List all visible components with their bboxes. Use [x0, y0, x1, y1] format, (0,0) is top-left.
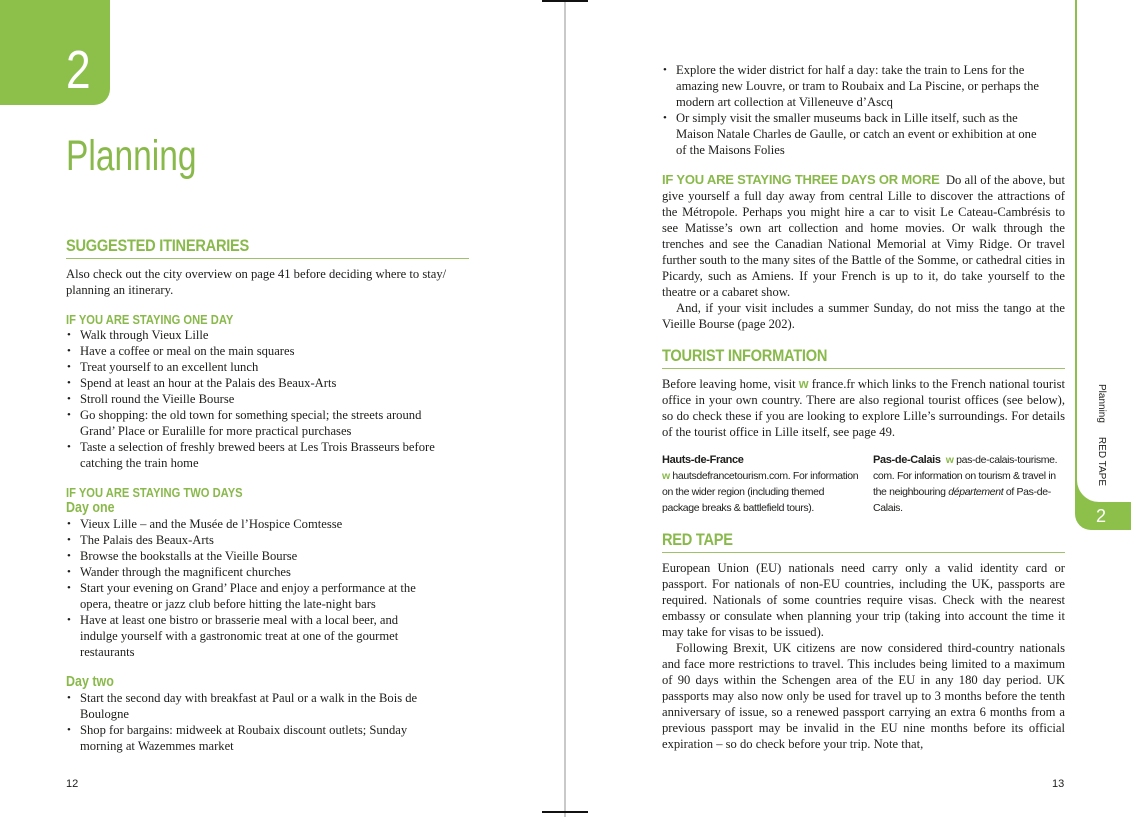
list-item: • Start the second day with breakfast at Paul or a walk in the Bois de Boulogne: [66, 690, 469, 722]
three-days-paragraph: [662, 172, 1065, 300]
subheading-three-days: IF YOU ARE STAYING THREE DAYS OR MORE: [662, 172, 940, 187]
continued-list: [662, 62, 1065, 158]
side-tab-line: [1075, 0, 1077, 480]
list-item: • Taste a selection of freshly brewed beers at Les Trois Brasseurs before catching the train home: [66, 439, 469, 471]
day-one-list: [66, 516, 469, 660]
one-day-list: [66, 327, 469, 471]
section-heading-red-tape: RED TAPE: [662, 530, 1065, 553]
office-link[interactable]: pas-de-calais-tourisme. com.: [873, 454, 1058, 482]
tourist-info-paragraph: Before leaving home, visit w france.fr which links to the French national tourist office in your own country. There are also regional tourist offices (see below), so do check these if you are looking to explore Lille’s surroundings. For details of the tourist office in Lille itself, see page 49.: [662, 377, 1065, 439]
three-days-text-2: And, if your visit includes a summer Sunday, do not miss the tango at the Vieille Bourse (page 202).: [662, 301, 1065, 331]
list-item: • Wander through the magnificent churches: [66, 564, 469, 580]
book-spine: [564, 0, 566, 817]
list-item: • Treat yourself to an excellent lunch: [66, 359, 469, 375]
list-item: • The Palais des Beaux-Arts: [66, 532, 469, 548]
right-column: [662, 62, 1065, 752]
chapter-number: 2: [66, 40, 91, 100]
list-item: • Shop for bargains: midweek at Roubaix discount outlets; Sunday morning at Wazemmes market: [66, 722, 469, 754]
three-days-text: Do all of the above, but give yourself a full day away from central Lille to discover the attractions of the Métropole. Perhaps you might hire a car to visit Le Cateau-Cambrésis to see Matisse’s own art collection and home movies. Or walk through the trenches and see the Canadian National Memorial at Vimy Ridge. Or travel further south to the many sites of the Battle of the Somme, or cathedral cities in Picardy, such as Amiens. If your French is up to it, do take yourself to the theatre or a cabaret show.: [662, 173, 1065, 299]
list-item: • Go shopping: the old town for something special; the streets around Grand’ Place or Euralille for more practical purchases: [66, 407, 469, 439]
office-hauts-de-france: [662, 452, 862, 516]
office-description: For information on the wider region (including themed package breaks & battlefield tours).: [662, 470, 859, 514]
left-column: [66, 236, 469, 754]
crop-mark-top: [542, 0, 588, 2]
list-item: • Browse the bookstalls at the Vieille Bourse: [66, 548, 469, 564]
suggested-intro: Also check out the city overview on page 41 before deciding where to stay/ planning an itinerary.: [66, 267, 447, 297]
day-one-heading: Day one: [66, 500, 115, 516]
subheading-two-days: IF YOU ARE STAYING TWO DAYS: [66, 485, 243, 500]
side-tab-chapter-number: 2: [1096, 506, 1107, 526]
office-link[interactable]: hautsdefrancetourism.com.: [672, 470, 791, 482]
list-item: • Spend at least an hour at the Palais des Beaux-Arts: [66, 375, 469, 391]
section-heading-suggested-itineraries: SUGGESTED ITINERARIES: [66, 236, 469, 259]
side-tab-section: RED TAPE: [1096, 436, 1107, 487]
list-item: • Have at least one bistro or brasserie meal with a local beer, and indulge yourself with a gastronomic treat at one of the gourmet restaurants: [66, 612, 469, 660]
section-heading-tourist-information: TOURIST INFORMATION: [662, 346, 1065, 369]
regional-offices: [662, 452, 1065, 516]
chapter-number-block: [0, 0, 110, 105]
list-item: • Have a coffee or meal on the main squares: [66, 343, 469, 359]
day-two-heading: Day two: [66, 674, 114, 690]
office-pas-de-calais: Pas-de-Calais w pas-de-calais-tourisme. com. For information on tourism & travel in the neighbouring département of Pas-de-Calais.: [873, 454, 1058, 514]
web-icon: w: [798, 377, 809, 391]
red-tape-paragraph-1: European Union (EU) nationals need carry only a valid identity card or passport. For nationals of non-EU countries, including the UK, passports are required. Nationals of some countries require visas. Check with the nearest embassy or consulate when planning your trip (taking into account the time it may take for visas to be issued).: [662, 561, 1065, 639]
web-icon: w: [945, 454, 954, 466]
day-two-list: [66, 690, 469, 754]
red-tape-paragraph-2: Following Brexit, UK citizens are now considered third-country nationals and face more restrictions to travel. This includes being limited to a maximum of 90 days within the Schengen area of the EU in any 180 day period. UK passports may also now only be used for travel up to 3 months before the tenth anniversary of issue, so a renewed passport carrying an extra 6 months from a previous passport may be invalid in the EU nine months before its official expiration – so do check before your trip. Note that,: [662, 641, 1065, 751]
page-number-left: 12: [66, 778, 79, 790]
web-icon: w: [662, 470, 670, 482]
france-link[interactable]: france.fr: [811, 377, 855, 391]
page-number-right: 13: [1052, 778, 1065, 790]
side-tab-chapter: Planning: [1096, 384, 1107, 423]
list-item: • Explore the wider district for half a day: take the train to Lens for the amazing new Louvre, or tram to Roubaix and La Piscine, or perhaps the modern art collection at Villeneuve d’Ascq: [662, 62, 1065, 110]
list-item: • Walk through Vieux Lille: [66, 327, 469, 343]
office-name: Pas-de-Calais: [873, 454, 941, 466]
office-name: Hauts-de-France: [662, 454, 744, 466]
subheading-one-day: IF YOU ARE STAYING ONE DAY: [66, 312, 234, 327]
list-item: • Vieux Lille – and the Musée de l’Hospice Comtesse: [66, 516, 469, 532]
side-tab-label: [1092, 384, 1108, 494]
list-item: • Stroll round the Vieille Bourse: [66, 391, 469, 407]
crop-mark-bottom: [542, 811, 588, 813]
list-item: • Or simply visit the smaller museums back in Lille itself, such as the Maison Natale Charles de Gaulle, or catch an event or exhibition at one of the Maisons Folies: [662, 110, 1065, 158]
list-item: • Start your evening on Grand’ Place and enjoy a performance at the opera, theatre or jazz club before hitting the late-night bars: [66, 580, 469, 612]
chapter-title: Planning: [66, 132, 197, 180]
